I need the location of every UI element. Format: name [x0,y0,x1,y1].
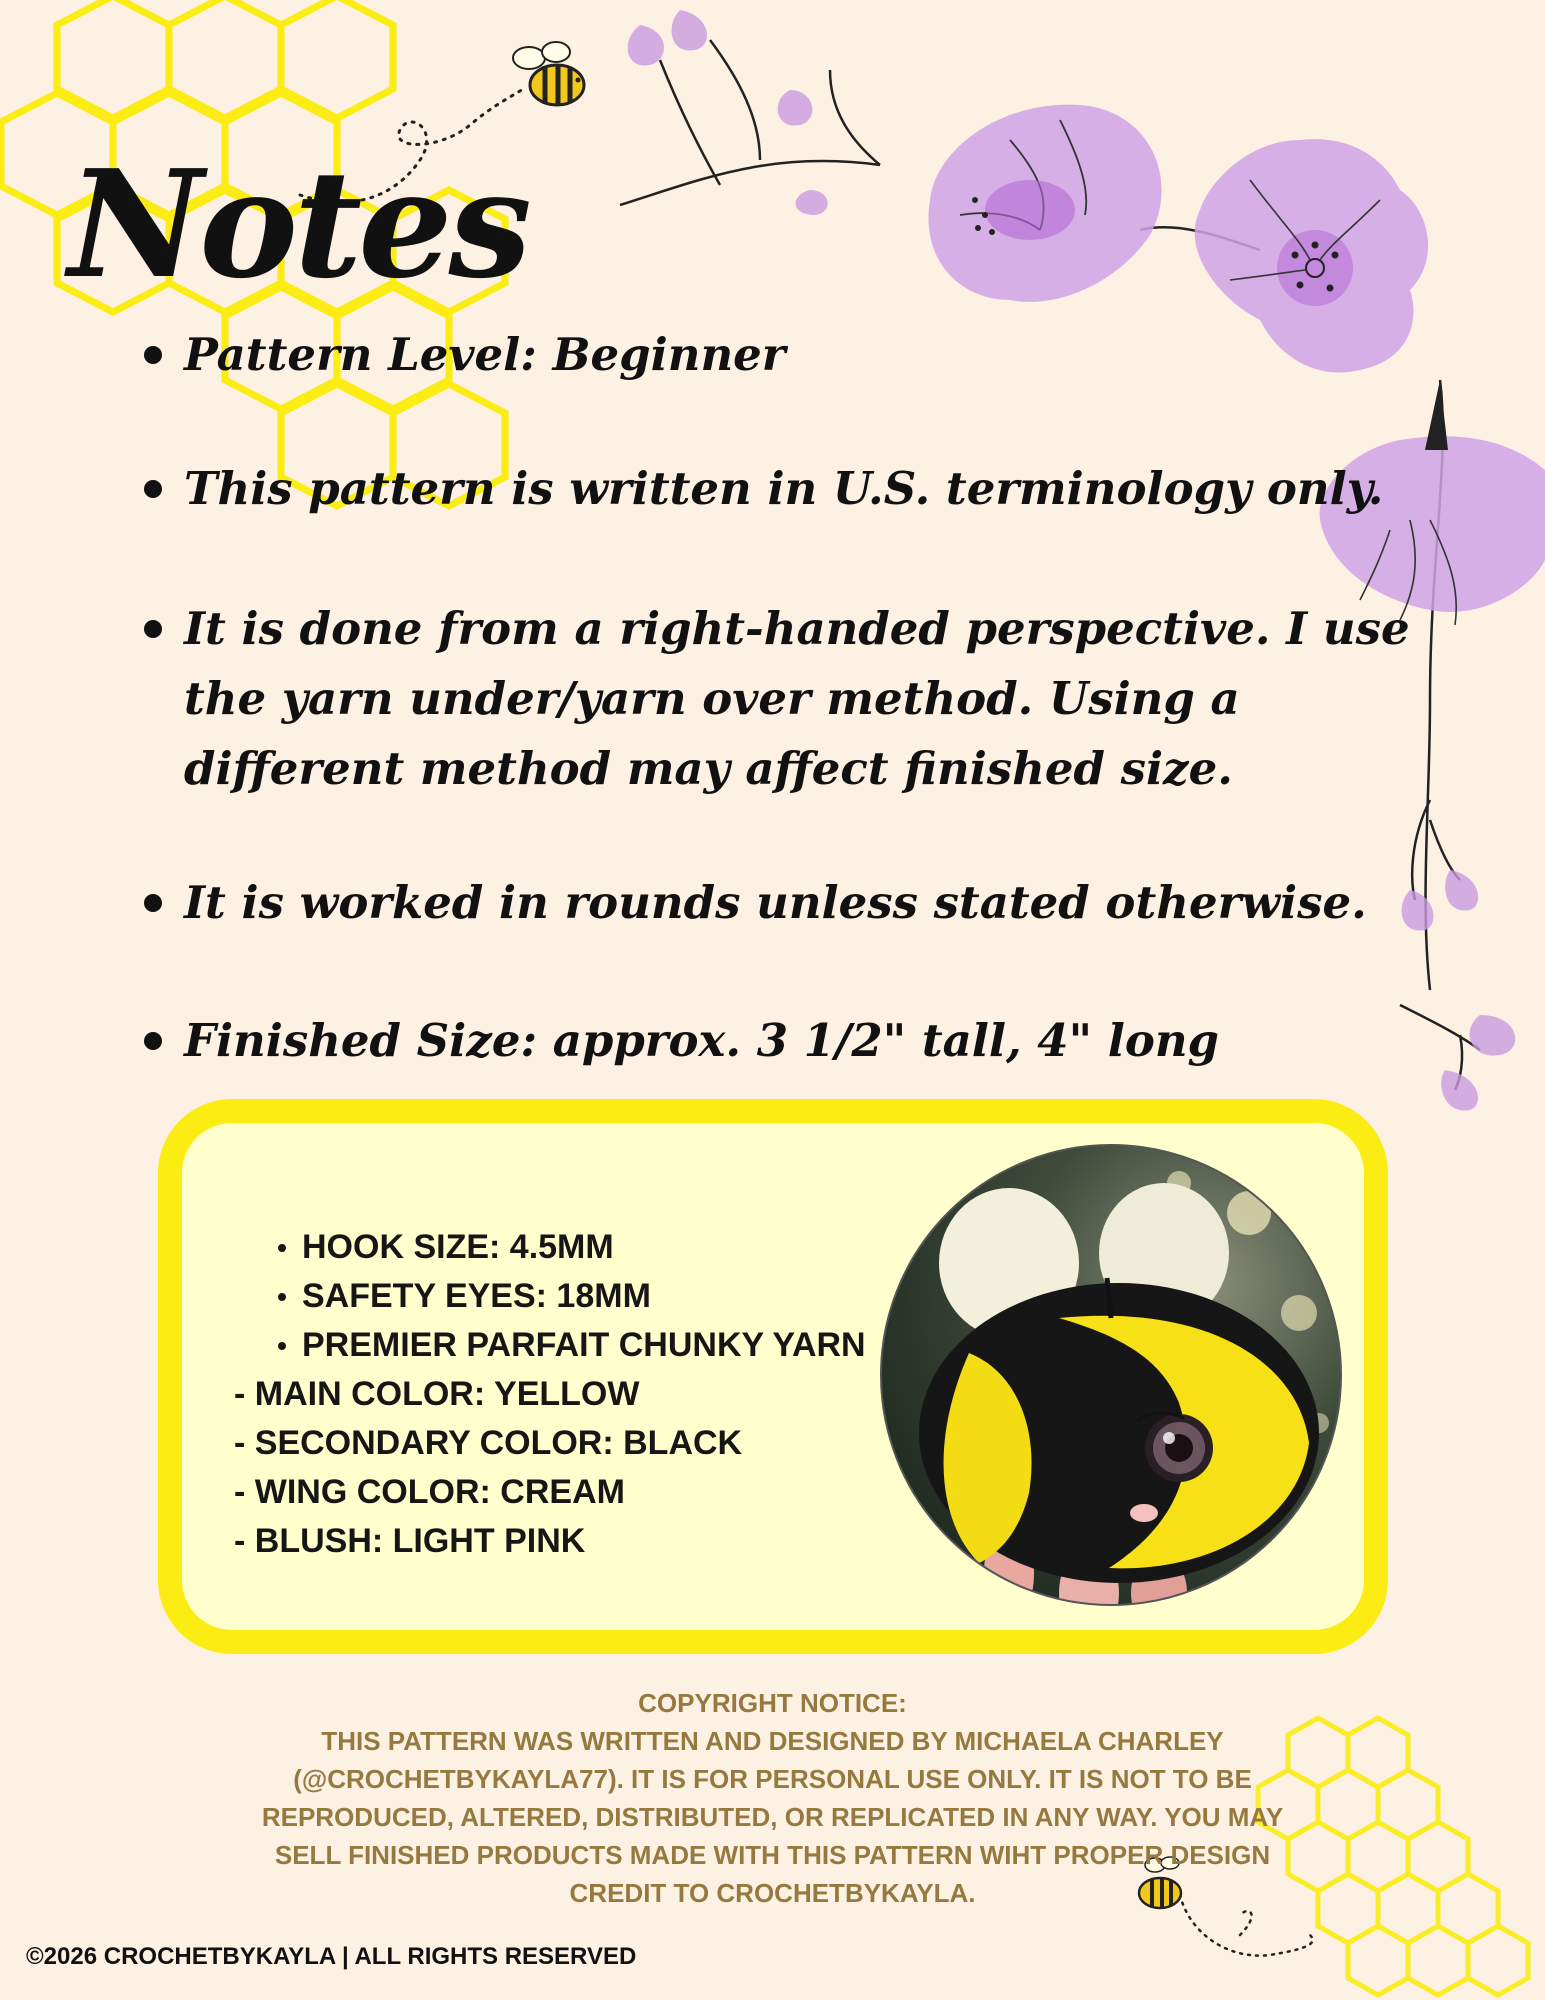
note-item [140,594,1424,804]
materials-box [158,1099,1388,1654]
note-text: This pattern is written in U.S. terminology only. [184,462,1384,515]
copyright-line: REPRODUCED, ALTERED, DISTRIBUTED, OR REPLICATED IN ANY WAY. YOU MAY [261,1802,1284,1832]
note-item [140,320,1420,390]
copyright-line: CREDIT TO CROCHETBYKAYLA. [569,1878,976,1908]
bullet-icon [144,620,162,638]
materials-list [234,1223,866,1566]
note-text: It is worked in rounds unless stated otherwise. [184,876,1367,929]
bullet-icon [144,480,162,498]
note-text: It is done from a right-handed perspective. I use the yarn under/yarn over method. Using a different method may affect finished size. [184,602,1410,795]
note-item [140,1006,1420,1076]
color-item: - SECONDARY COLOR: BLACK [234,1424,743,1462]
color-item: - WING COLOR: CREAM [234,1473,625,1511]
footer-rights: ©2026 CROCHETBYKAYLA | ALL RIGHTS RESERVED [26,1943,637,1970]
copyright-notice [250,1684,1295,1912]
copyright-heading: COPYRIGHT NOTICE: [638,1688,907,1718]
note-text: Pattern Level: Beginner [184,328,786,381]
honeycomb-bottom-right [1258,1718,1528,1995]
bullet-icon [144,346,162,364]
copyright-line: THIS PATTERN WAS WRITTEN AND DESIGNED BY MICHAELA CHARLEY [321,1726,1224,1756]
material-item: SAFETY EYES: 18MM [268,1272,866,1321]
material-item: HOOK SIZE: 4.5MM [268,1223,866,1272]
page-title: Notes [68,137,528,311]
bullet-icon [144,1032,162,1050]
copyright-line: SELL FINISHED PRODUCTS MADE WITH THIS PATTERN WIHT PROPER DESIGN [274,1840,1271,1870]
material-item: PREMIER PARFAIT CHUNKY YARN [268,1321,866,1370]
note-text: Finished Size: approx. 3 1/2" tall, 4" long [184,1014,1220,1067]
notes-list [140,320,1420,1076]
color-item: - MAIN COLOR: YELLOW [234,1375,640,1413]
crochet-bee-photo [879,1143,1343,1607]
note-item [140,868,1420,938]
copyright-line: (@CROCHETBYKAYLA77). IT IS FOR PERSONAL USE ONLY. IT IS NOT TO BE [293,1764,1252,1794]
bullet-icon [144,894,162,912]
color-item: - BLUSH: LIGHT PINK [234,1522,586,1560]
note-item [140,454,1420,524]
